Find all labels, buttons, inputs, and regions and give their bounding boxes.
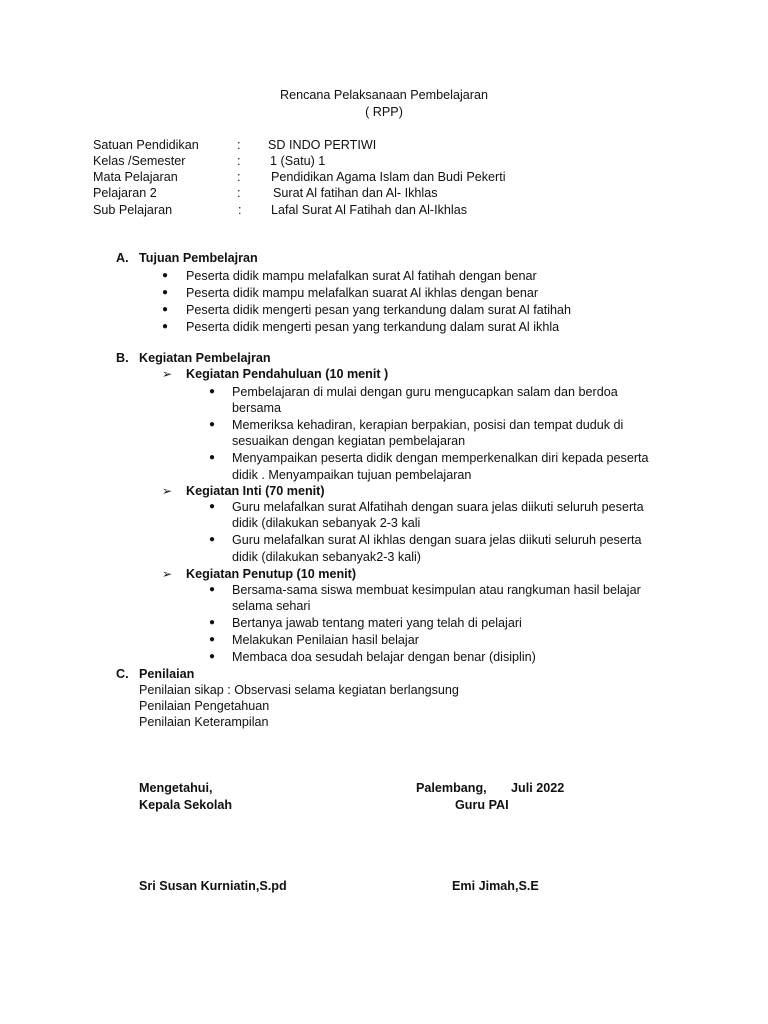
list-item-line: Memeriksa kehadiran, kerapian berpakian, posisi dan tempat duduk di: [232, 418, 624, 432]
list-item-line: Menyampaikan peserta didik dengan memperkenalkan diri kepada peserta: [232, 451, 649, 465]
section-c-title: Penilaian: [139, 667, 195, 681]
acknowledged-heading: Mengetahui,: [139, 781, 213, 795]
list-item-line: sesuaikan dengan kegiatan pembelajaran: [232, 434, 466, 448]
list-item-line: didik (dilakukan sebanyak 2-3 kali: [232, 516, 421, 530]
list-item-line: Melakukan Penilaian hasil belajar: [232, 633, 419, 647]
identity-label: Sub Pelajaran: [93, 203, 173, 217]
list-item-line: Guru melafalkan surat Alfatihah dengan suara jelas diikuti seluruh peserta: [232, 500, 644, 514]
identity-value: SD INDO PERTIWI: [268, 138, 377, 152]
list-item-line: didik . Menyampaikan tujuan pembelajaran: [232, 468, 472, 482]
bullet-icon: ●: [162, 304, 169, 315]
identity-value: Lafal Surat Al Fatihah dan Al-Ikhlas: [271, 203, 468, 217]
identity-separator: :: [237, 170, 241, 184]
subsection-title: Kegiatan Pendahuluan (10 menit ): [186, 367, 389, 381]
identity-separator: :: [237, 138, 241, 152]
bullet-icon: ●: [209, 584, 216, 595]
subsection-title: Kegiatan Inti (70 menit): [186, 484, 325, 498]
identity-label: Kelas /Semester: [93, 154, 186, 168]
list-item: Peserta didik mengerti pesan yang terkandung dalam surat Al ikhla: [186, 320, 560, 334]
bullet-icon: ●: [209, 534, 216, 545]
identity-label: Satuan Pendidikan: [93, 138, 199, 152]
identity-separator: :: [237, 154, 241, 168]
arrow-bullet-icon: ➢: [162, 367, 173, 381]
bullet-icon: ●: [209, 386, 216, 397]
document-subtitle: ( RPP): [365, 105, 403, 119]
list-item-line: selama sehari: [232, 599, 311, 613]
teacher-role: Guru PAI: [455, 798, 509, 812]
place-label: Palembang,: [416, 781, 487, 795]
identity-value: 1 (Satu) 1: [270, 154, 326, 168]
list-item-line: bersama: [232, 401, 281, 415]
bullet-icon: ●: [209, 617, 216, 628]
section-c-marker: C.: [116, 667, 129, 681]
identity-separator: :: [238, 203, 242, 217]
bullet-icon: ●: [209, 419, 216, 430]
identity-label: Mata Pelajaran: [93, 170, 178, 184]
identity-separator: :: [237, 186, 241, 200]
bullet-icon: ●: [162, 321, 169, 332]
section-b-marker: B.: [116, 351, 129, 365]
bullet-icon: ●: [209, 501, 216, 512]
subsection-title: Kegiatan Penutup (10 menit): [186, 567, 357, 581]
list-item-line: Membaca doa sesudah belajar dengan benar (disiplin): [232, 650, 536, 664]
bullet-icon: ●: [209, 651, 216, 662]
bullet-icon: ●: [162, 270, 169, 281]
principal-name: Sri Susan Kurniatin,S.pd: [139, 879, 287, 893]
identity-value: Pendidikan Agama Islam dan Budi Pekerti: [271, 170, 506, 184]
list-item-line: Guru melafalkan surat Al ikhlas dengan suara jelas diikuti seluruh peserta: [232, 533, 642, 547]
identity-value: Surat Al fatihan dan Al- Ikhlas: [273, 186, 438, 200]
section-a-marker: A.: [116, 251, 129, 265]
teacher-name: Emi Jimah,S.E: [452, 879, 539, 893]
bullet-icon: ●: [209, 452, 216, 463]
bullet-icon: ●: [162, 287, 169, 298]
list-item: Peserta didik mampu melafalkan suarat Al ikhlas dengan benar: [186, 286, 539, 300]
list-item-line: Bersama-sama siswa membuat kesimpulan atau rangkuman hasil belajar: [232, 583, 641, 597]
bullet-icon: ●: [209, 634, 216, 645]
arrow-bullet-icon: ➢: [162, 484, 173, 498]
principal-role: Kepala Sekolah: [139, 798, 233, 812]
list-item: Peserta didik mampu melafalkan surat Al fatihah dengan benar: [186, 269, 537, 283]
arrow-bullet-icon: ➢: [162, 567, 173, 581]
list-item-line: didik (dilakukan sebanyak2-3 kali): [232, 550, 422, 564]
assessment-line: Penilaian sikap : Observasi selama kegiatan berlangsung: [139, 683, 459, 697]
identity-label: Pelajaran 2: [93, 186, 157, 200]
assessment-line: Penilaian Keterampilan: [139, 715, 269, 729]
assessment-line: Penilaian Pengetahuan: [139, 699, 270, 713]
section-a-title: Tujuan Pembelajran: [139, 251, 258, 265]
date-label: Juli 2022: [511, 781, 565, 795]
list-item: Peserta didik mengerti pesan yang terkandung dalam surat Al fatihah: [186, 303, 572, 317]
list-item-line: Bertanya jawab tentang materi yang telah di pelajari: [232, 616, 522, 630]
section-b-title: Kegiatan Pembelajran: [139, 351, 271, 365]
list-item-line: Pembelajaran di mulai dengan guru mengucapkan salam dan berdoa: [232, 385, 618, 399]
document-title: Rencana Pelaksanaan Pembelajaran: [280, 88, 488, 102]
